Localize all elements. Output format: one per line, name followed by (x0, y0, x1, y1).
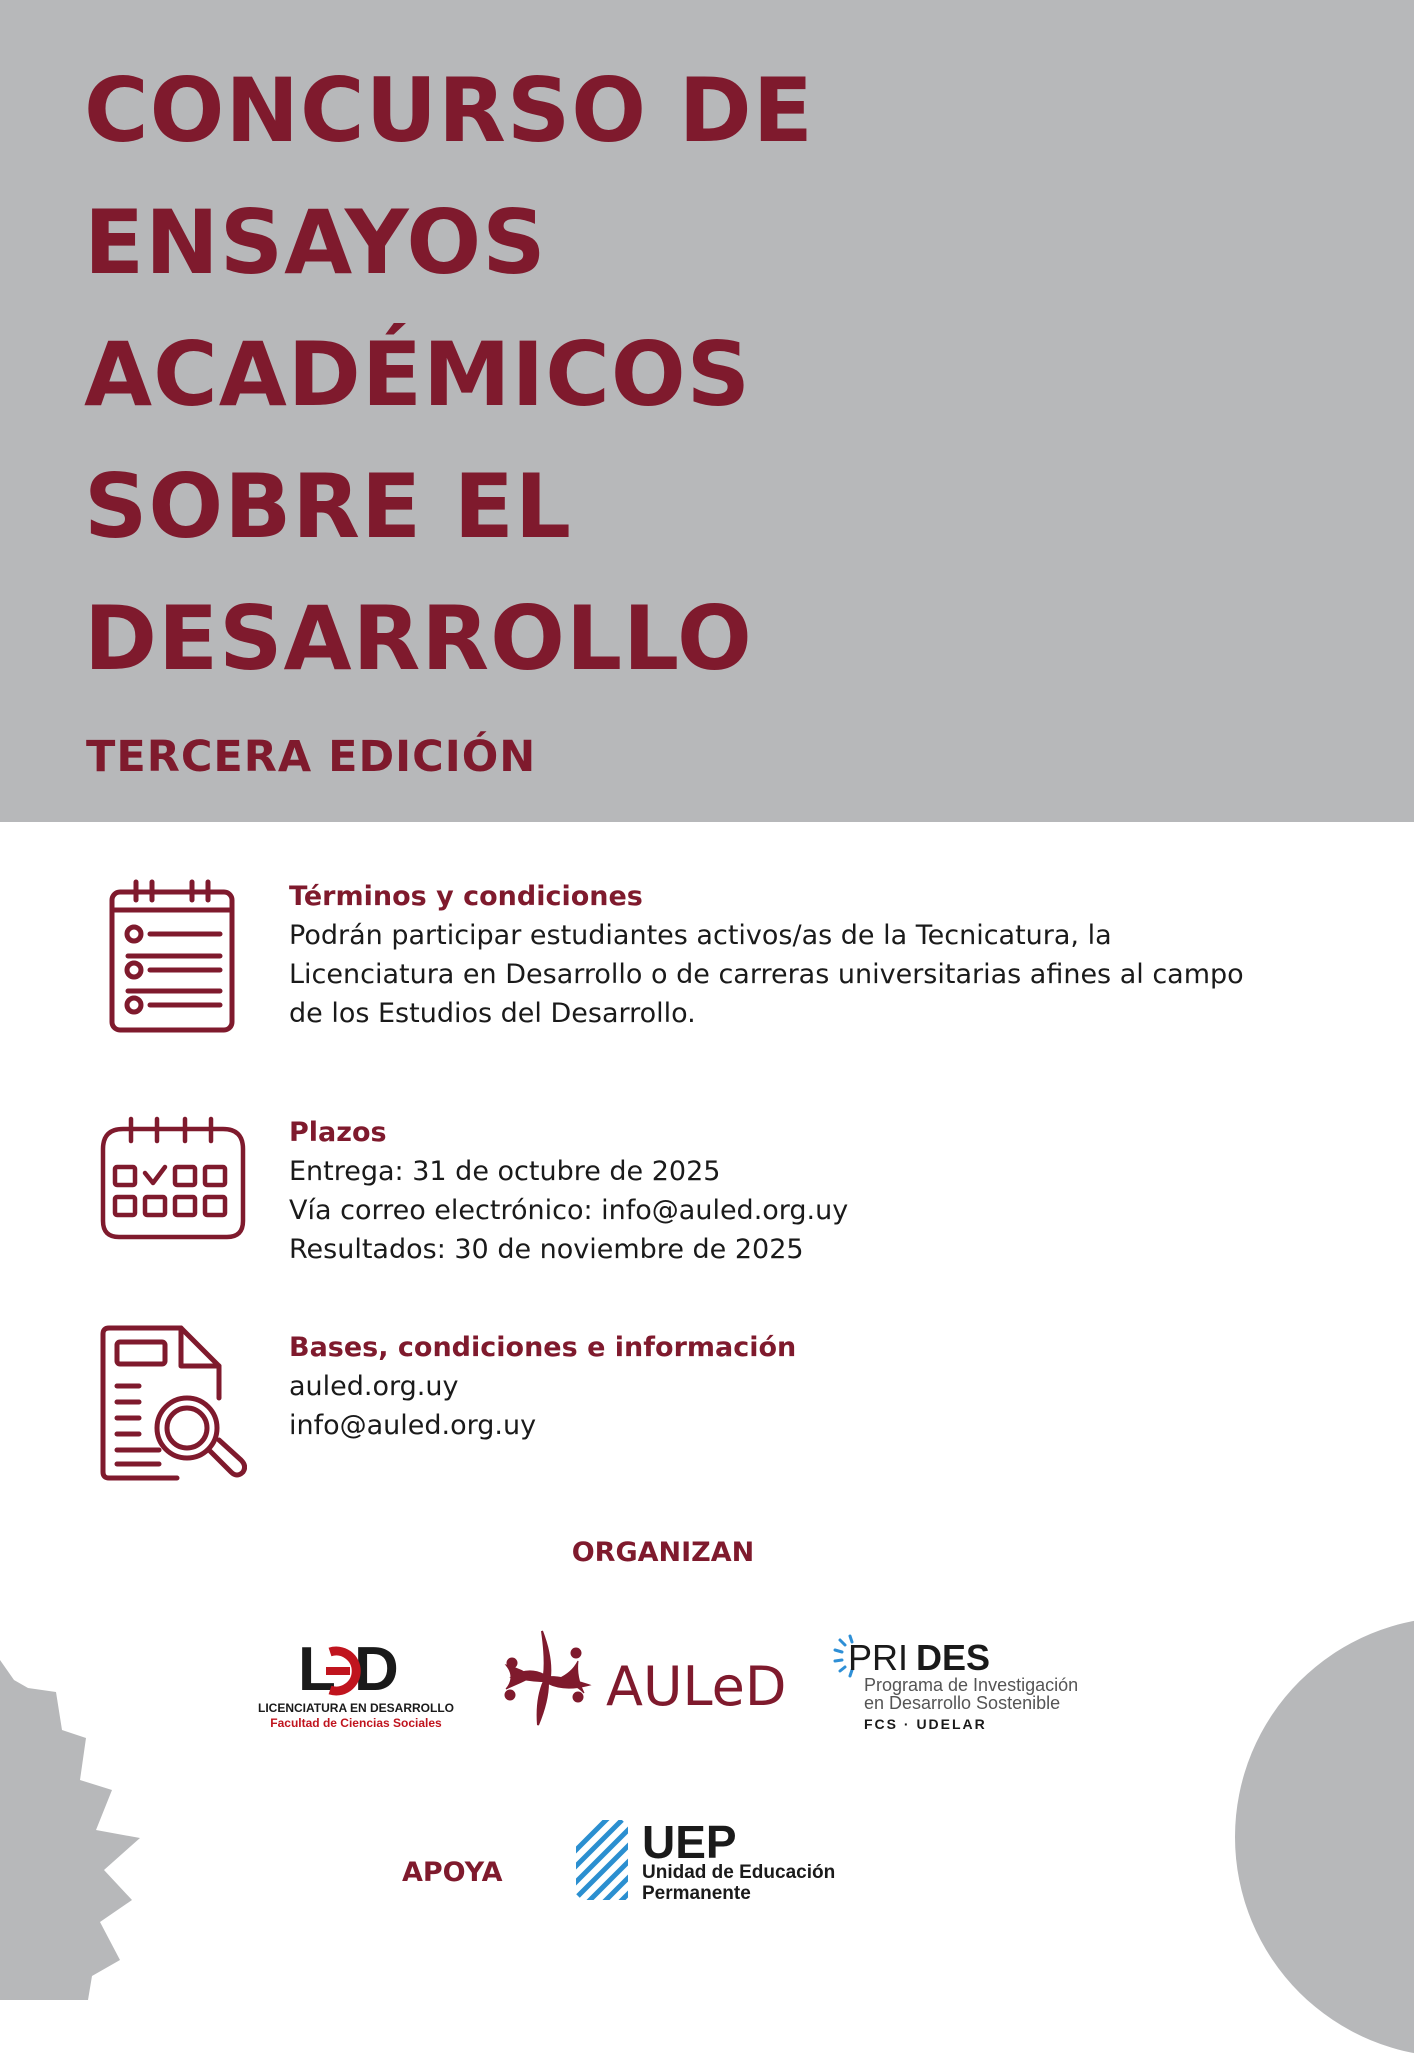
title-line: CONCURSO DE (84, 59, 814, 162)
prides-line2: en Desarrollo Sostenible (864, 1693, 1061, 1713)
auled-wordmark: AULeD (606, 1655, 787, 1718)
terms-line: Podrán participar estudiantes activos/as de la Tecnicatura, la (289, 920, 1112, 951)
prides-wordmark-bold: DES (916, 1637, 991, 1678)
organizers-label: ORGANIZAN (571, 1537, 755, 1568)
page-title (84, 45, 814, 705)
led-wordmark-d: D (354, 1635, 399, 1704)
hero-banner (0, 0, 1414, 822)
terms-text (289, 877, 1244, 1033)
checklist-icon (108, 878, 236, 1040)
terms-line: Licenciatura en Desarrollo o de carreras universitarias afines al campo (289, 959, 1244, 990)
led-line2: Facultad de Ciencias Sociales (270, 1716, 442, 1730)
deadlines-line: Vía correo electrónico: info@auled.org.uy (289, 1195, 849, 1226)
uep-logo (574, 1812, 844, 1904)
info-heading: Bases, condiciones e información (289, 1332, 797, 1363)
deadlines-line: Entrega: 31 de octubre de 2025 (289, 1156, 721, 1187)
terms-heading: Términos y condiciones (289, 881, 643, 912)
led-wordmark-l: L (298, 1635, 336, 1704)
led-line1: LICENCIATURA EN DESARROLLO (258, 1701, 454, 1715)
document-search-icon (99, 1324, 247, 1488)
deadlines-line: Resultados: 30 de noviembre de 2025 (289, 1234, 804, 1265)
prides-line1: Programa de Investigación (864, 1675, 1079, 1695)
calendar-icon (99, 1115, 247, 1245)
title-line: DESARROLLO (84, 587, 753, 690)
prides-logo (832, 1632, 1102, 1738)
info-text (289, 1328, 796, 1445)
uep-line2: Permanente (642, 1883, 751, 1904)
decorative-gear-shape (0, 1660, 142, 2004)
terms-line: de los Estudios del Desarrollo. (289, 998, 696, 1029)
edition-subtitle: TERCERA EDICIÓN (86, 732, 537, 782)
led-logo (258, 1632, 454, 1732)
uep-line1: Unidad de Educación (642, 1862, 836, 1883)
prides-line3: FCS · UDELAR (864, 1716, 987, 1732)
title-line: ENSAYOS (84, 191, 547, 294)
auled-star-icon (505, 1631, 588, 1725)
deadlines-heading: Plazos (289, 1117, 387, 1148)
title-line: SOBRE EL (84, 455, 572, 558)
info-website[interactable]: auled.org.uy (289, 1371, 459, 1402)
info-email[interactable]: info@auled.org.uy (289, 1410, 537, 1441)
supporters-label: APOYA (402, 1857, 503, 1888)
deadlines-text (289, 1113, 848, 1269)
auled-logo (492, 1625, 794, 1729)
decorative-circle (1235, 1617, 1414, 2057)
uep-wordmark: UEP (642, 1816, 737, 1868)
title-line: ACADÉMICOS (84, 323, 752, 426)
prides-wordmark-light: PRI (848, 1637, 909, 1678)
